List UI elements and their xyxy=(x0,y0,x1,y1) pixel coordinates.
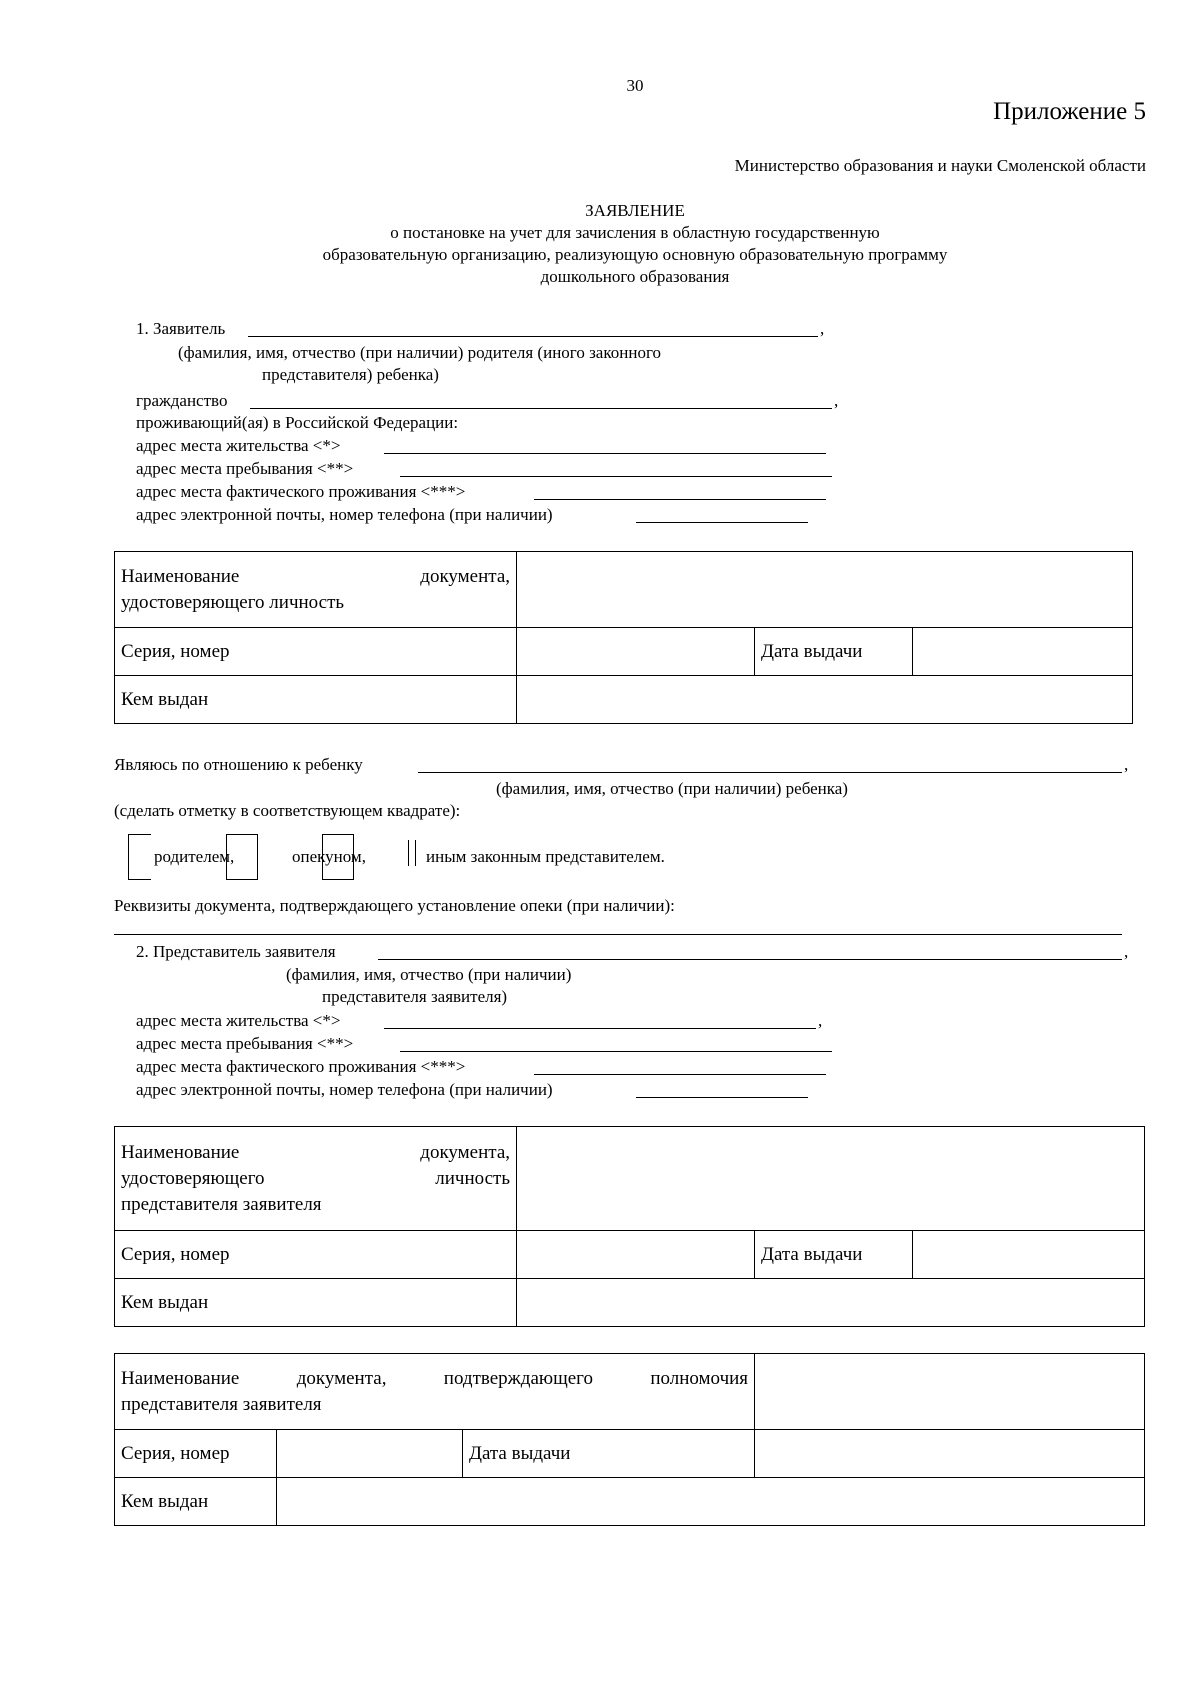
authority-doc-name-label: Наименование документа, подтверждающего полномочия xyxy=(121,1367,749,1389)
rep-addr-stay-label: адрес места пребывания <**> xyxy=(136,1034,354,1053)
issue-date-value-cell[interactable] xyxy=(755,1430,1145,1478)
representative-name-field[interactable] xyxy=(378,959,1122,960)
authority-doc-name-label: представителя заявителя xyxy=(121,1393,322,1415)
child-relation-label: Являюсь по отношению к ребенку xyxy=(114,755,363,774)
issue-date-value-cell[interactable] xyxy=(913,1231,1145,1279)
authority-doc-table xyxy=(114,1353,1145,1526)
form-title xyxy=(0,200,1200,288)
addr-actual-field[interactable] xyxy=(534,499,826,500)
applicant-name-field[interactable] xyxy=(248,336,818,337)
email-phone-field[interactable] xyxy=(636,522,808,523)
rep-email-phone-field[interactable] xyxy=(636,1097,808,1098)
checkbox-guardian[interactable] xyxy=(226,834,258,880)
authority-doc-name-cell xyxy=(115,1354,755,1430)
applicant-id-table xyxy=(114,551,1133,724)
comma: , xyxy=(834,391,839,410)
representative-id-table xyxy=(114,1126,1145,1327)
applicant-label: 1. Заявитель xyxy=(136,319,226,338)
form-subtitle-line-1: о постановке на учет для зачисления в областную государственную xyxy=(390,223,880,242)
issue-date-label: Дата выдачи xyxy=(463,1430,755,1478)
series-label: Серия, номер xyxy=(115,628,517,676)
email-phone-label: адрес электронной почты, номер телефона (при наличии) xyxy=(136,505,553,524)
comma: , xyxy=(1124,755,1129,774)
comma: , xyxy=(1124,942,1129,961)
option-parent-label: родителем, xyxy=(154,847,235,866)
doc-name-label: представителя заявителя xyxy=(121,1193,322,1215)
representative-label: 2. Представитель заявителя xyxy=(136,942,336,961)
doc-name-value-cell[interactable] xyxy=(517,552,1133,628)
annex-title: Приложение 5 xyxy=(993,98,1146,125)
issue-date-label: Дата выдачи xyxy=(755,628,913,676)
addr-residence-label: адрес места жительства <*> xyxy=(136,436,341,455)
comma: , xyxy=(818,1011,823,1030)
doc-name-cell xyxy=(115,552,517,628)
option-guardian-label: опекуном, xyxy=(292,847,366,866)
form-subtitle-line-2: образовательную организацию, реализующую основную образовательную программу xyxy=(322,245,948,264)
series-value-cell[interactable] xyxy=(517,1231,755,1279)
representative-hint: представителя заявителя) xyxy=(322,987,508,1006)
addr-stay-field[interactable] xyxy=(400,476,832,477)
rep-addr-actual-field[interactable] xyxy=(534,1074,826,1075)
issued-by-value-cell[interactable] xyxy=(517,1279,1145,1327)
checkbox-other-representative[interactable] xyxy=(408,840,416,866)
doc-name-label: удостоверяющего личность xyxy=(121,1167,510,1189)
child-name-hint: (фамилия, имя, отчество (при наличии) ребенка) xyxy=(496,779,848,798)
citizenship-label: гражданство xyxy=(136,391,228,410)
issue-date-label: Дата выдачи xyxy=(755,1231,913,1279)
addr-residence-field[interactable] xyxy=(384,453,826,454)
rep-addr-residence-label: адрес места жительства <*> xyxy=(136,1011,341,1030)
page-number: 30 xyxy=(626,76,644,95)
rep-addr-stay-field[interactable] xyxy=(400,1051,832,1052)
doc-name-value-cell[interactable] xyxy=(517,1127,1145,1231)
form-heading: ЗАЯВЛЕНИЕ xyxy=(585,201,685,220)
option-other-label: иным законным представителем. xyxy=(426,847,665,866)
mark-hint: (сделать отметку в соответствующем квадрате): xyxy=(114,801,461,820)
comma: , xyxy=(820,319,825,338)
doc-name-cell xyxy=(115,1127,517,1231)
citizenship-field[interactable] xyxy=(250,408,832,409)
rep-addr-actual-label: адрес места фактического проживания <***> xyxy=(136,1057,466,1076)
authority-doc-name-value-cell[interactable] xyxy=(755,1354,1145,1430)
issued-by-value-cell[interactable] xyxy=(517,676,1133,724)
residing-label: проживающий(ая) в Российской Федерации: xyxy=(136,413,459,432)
checkbox-other-representative[interactable] xyxy=(322,834,354,880)
representative-hint: (фамилия, имя, отчество (при наличии) xyxy=(286,965,572,984)
addr-stay-label: адрес места пребывания <**> xyxy=(136,459,354,478)
rep-addr-residence-field[interactable] xyxy=(384,1028,816,1029)
series-label: Серия, номер xyxy=(115,1231,517,1279)
series-label: Серия, номер xyxy=(115,1430,277,1478)
addr-actual-label: адрес места фактического проживания <***> xyxy=(136,482,466,501)
issued-by-label: Кем выдан xyxy=(115,676,517,724)
issued-by-label: Кем выдан xyxy=(115,1478,277,1526)
guardianship-doc-label: Реквизиты документа, подтверждающего установление опеки (при наличии): xyxy=(114,896,675,915)
applicant-hint: представителя) ребенка) xyxy=(262,365,439,384)
applicant-hint: (фамилия, имя, отчество (при наличии) родителя (иного законного xyxy=(178,343,661,362)
checkbox-parent[interactable] xyxy=(128,834,151,880)
doc-name-label: Наименование документа, xyxy=(121,565,510,587)
guardianship-doc-field[interactable] xyxy=(114,934,1122,935)
series-value-cell[interactable] xyxy=(277,1430,463,1478)
series-value-cell[interactable] xyxy=(517,628,755,676)
doc-name-label: удостоверяющего личность xyxy=(121,591,345,613)
form-subtitle-line-3: дошкольного образования xyxy=(540,267,730,286)
issue-date-value-cell[interactable] xyxy=(913,628,1133,676)
doc-name-label: Наименование документа, xyxy=(121,1141,510,1163)
ministry-name: Министерство образования и науки Смоленской области xyxy=(734,156,1146,175)
child-name-field[interactable] xyxy=(418,772,1122,773)
issued-by-label: Кем выдан xyxy=(115,1279,517,1327)
issued-by-value-cell[interactable] xyxy=(277,1478,1145,1526)
rep-email-phone-label: адрес электронной почты, номер телефона (при наличии) xyxy=(136,1080,553,1099)
